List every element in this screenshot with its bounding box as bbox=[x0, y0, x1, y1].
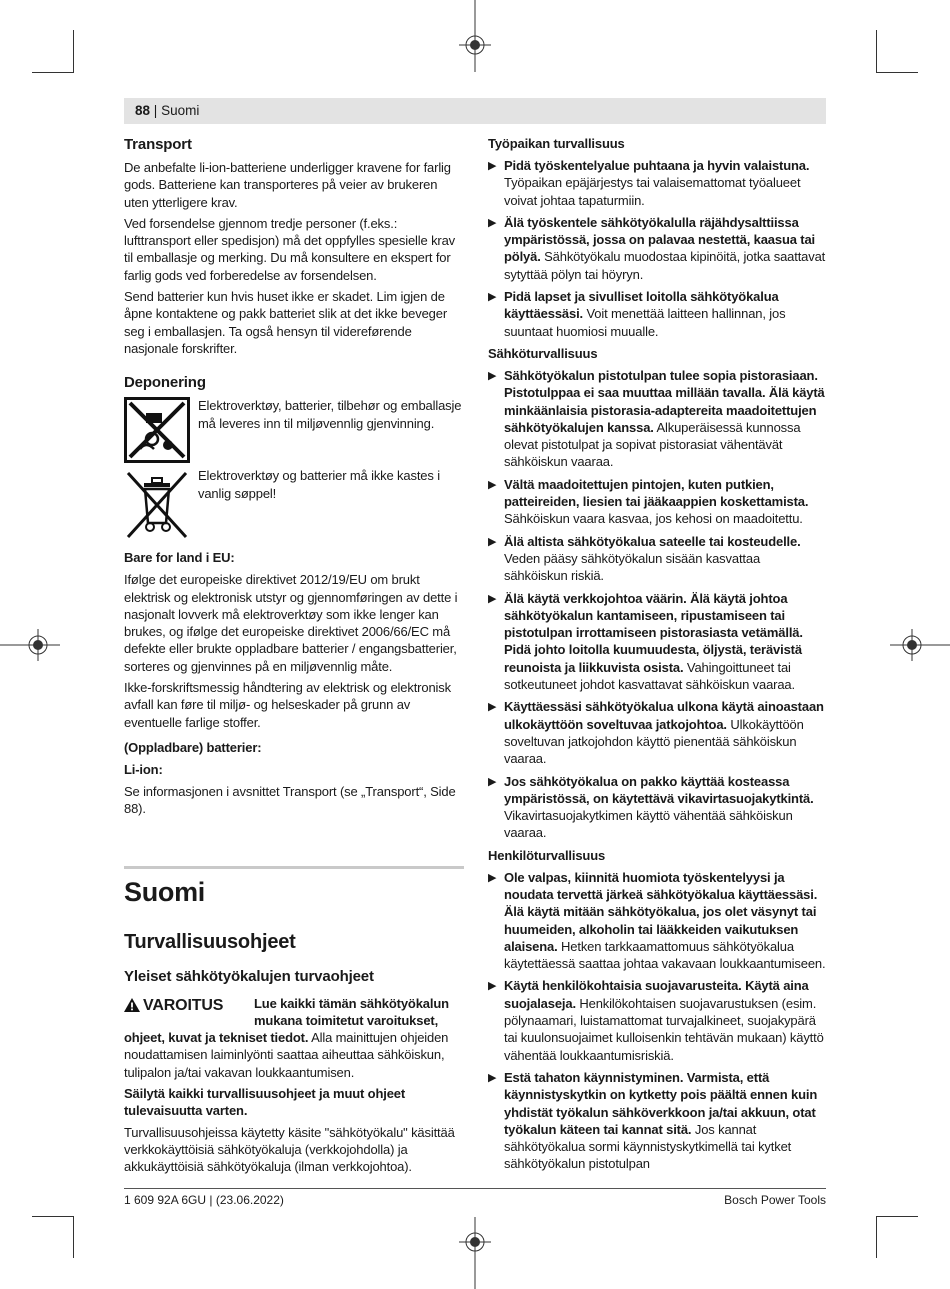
electrical-heading: Sähköturvallisuus bbox=[488, 345, 598, 361]
bin-text: Elektroverktøy og batterier må ikke kastes i vanlig søppel! bbox=[198, 468, 440, 501]
crop-mark bbox=[876, 72, 918, 73]
header-language: Suomi bbox=[161, 103, 200, 118]
workplace-heading: Työpaikan turvallisuus bbox=[488, 136, 625, 151]
suomi-section bbox=[124, 866, 464, 1176]
eu-heading: Bare for land i EU: bbox=[124, 550, 235, 566]
list-item: ▶ Käyttäessäsi sähkötyökalua ulkona käytä ainoastaan ulkokäyttöön soveltuvaa jatkojohtoa. Ulkokäyttöön soveltuvan jatkojohdon käyttö pienentää sähköiskun vaaraa. bbox=[488, 699, 824, 767]
personal-heading: Henkilöturvallisuus bbox=[488, 847, 606, 863]
bin-row bbox=[124, 467, 464, 539]
list-item: ▶ Älä altista sähkötyökalua sateelle tai kosteudelle. Veden pääsy sähkötyökalun sisään kasvattaa sähköiskun riskiä. bbox=[488, 533, 801, 584]
list-item: ▶ Sähkötyökalun pistotulpan tulee sopia pistorasiaan. Pistotulppaa ei saa muuttaa millään tavalla. Älä käytä minkäänlaisia pistorasia-adaptereita maadoitettujen sähkötyökalujen kanssa. Alkuperäisessä kunnossa olevat pistotulpat ja sopivat pistorasiat vähentävät sähköiskun vaaraa. bbox=[488, 367, 825, 470]
transport-paragraph: Send batterier kun hvis huset ikke er skadet. Lim igjen de åpne kontaktene og pakk batteriet slik at det ikke beveger seg i emballasjen. Ta også hensyn til videreførende nasjonale forskrifter. bbox=[124, 289, 448, 356]
footer-doc-number: 1 609 92A 6GU | (23.06.2022) bbox=[124, 1193, 284, 1207]
crop-mark bbox=[32, 72, 74, 73]
safety-title: Turvallisuusohjeet bbox=[124, 930, 296, 953]
page-header-bar bbox=[124, 98, 826, 124]
personal-list bbox=[488, 869, 826, 1173]
recycle-row bbox=[124, 397, 464, 463]
list-item: ▶ Ole valpas, kiinnitä huomiota työskentelyysi ja noudata tervettä järkeä sähkötyökalua käyttäessäsi. Älä käytä mitään sähkötyökalua, jos olet väsynyt tai huumeiden, alkoholin tai lääkkeiden vaikutuksen alaisena. Hetken tarkkaamattomuus sähkötyökalua käytettäessä saattaa johtaa vakavaan loukkaantumiseen. bbox=[488, 869, 826, 972]
electrical-list bbox=[488, 367, 826, 842]
no-household-waste-recycling-icon bbox=[124, 397, 190, 463]
batteries-heading: (Oppladbare) batterier: bbox=[124, 739, 262, 755]
deponering-heading: Deponering bbox=[124, 374, 206, 392]
registration-mark-icon bbox=[455, 0, 495, 72]
transport-paragraph: Ved forsendelse gjennom tredje personer (f.eks.: lufttransport eller spedisjon) må det oppfylles spesielle krav til emballasje og merking. Du må konsultere en ekspert for farlig gods ved forberedelse av forsendelsen. bbox=[124, 215, 456, 283]
language-title: Suomi bbox=[124, 876, 206, 907]
warning-text: Alla mainittujen ohjeiden noudattamisen laiminlyönti saattaa aiheuttaa sähköiskun, tulipalon ja/tai vakavan loukkaantumisen. bbox=[124, 1030, 449, 1080]
header-separator: | bbox=[153, 103, 158, 118]
warning-label-text: VAROITUS bbox=[143, 996, 224, 1014]
page-number: 88 bbox=[135, 103, 151, 118]
list-item: ▶ Älä työskentele sähkötyökalulla räjähdysalttiissa ympäristössä, jossa on palavaa nestettä, kaasua tai pölyä. Sähkötyökalu muodostaa kipinöitä, jotka saattavat sytyttää pölyn tai höyryn. bbox=[488, 214, 826, 282]
crop-mark bbox=[876, 30, 877, 72]
list-item: ▶ Käytä henkilökohtaisia suojavarusteita. Käytä aina suojalaseja. Henkilökohtaisen suojavarustuksen (esim. pölynaamari, luistamattomat turvajalkineet, suojakypärä tai kuulonsuojaimet kulloisenkin tehtävän mukaan) käyttö vähentää loukkaantumisriskiä. bbox=[488, 978, 824, 1063]
list-item: ▶ Älä käytä verkkojohtoa väärin. Älä käytä johtoa sähkötyökalun kantamiseen, ripustamiseen tai pistotulpan irrottamiseen pistorasiasta vetämällä. Pidä johto loitolla kuumuudesta, öljystä, terävistä reunoista ja liikkuvista osista. Vahingoittuneet tai sotkeutuneet johdot kasvattavat sähköiskun vaaraa. bbox=[488, 590, 803, 693]
transport-heading: Transport bbox=[124, 136, 192, 153]
crop-mark bbox=[73, 30, 74, 72]
liion-heading: Li-ion: bbox=[124, 761, 163, 777]
term-definition: Turvallisuusohjeissa käytetty käsite "sähkötyökalu" käsittää verkkokäyttöisiä sähkötyökaluja (verkkojohdolla) ja akkukäyttöisiä sähkötyökaluja (ilman verkkojohtoa). bbox=[124, 1124, 455, 1175]
crop-mark bbox=[73, 1216, 74, 1258]
list-item: ▶ Jos sähkötyökalua on pakko käyttää kosteassa ympäristössä, on käytettävä vikavirtasuojakytkintä. Vikavirtasuojakytkimen käyttö vähentää sähköiskun vaaraa. bbox=[488, 773, 814, 841]
crop-mark bbox=[876, 1216, 877, 1258]
warning-block bbox=[124, 995, 464, 1081]
keep-instructions: Säilytä kaikki turvallisuusohjeet ja muut ohjeet tulevaisuutta varten. bbox=[124, 1086, 406, 1119]
list-item: ▶ Vältä maadoitettujen pintojen, kuten putkien, patteireiden, liesien tai jääkaappien koskettamista. Sähköiskun vaara kasvaa, jos kehosi on maadoitettu. bbox=[488, 476, 809, 527]
eu-paragraph: Ifølge det europeiske direktivet 2012/19/EU om brukt elektrisk og elektronisk utstyr og gjennomføringen av dette i nasjonalt lovverk må elektroverktøy som ikke lenger kan brukes, og ifølge det europeiske direktivet 2006/66/EC må defekte eller brukte oppladbare batterier / engangsbatterier, sorteres og gjenvinnes på en miljøvennlig måte. bbox=[124, 572, 458, 674]
page-header bbox=[135, 102, 199, 120]
crossed-out-wheelie-bin-icon bbox=[124, 467, 190, 539]
warning-triangle-icon bbox=[124, 998, 140, 1012]
footer-brand: Bosch Power Tools bbox=[724, 1193, 826, 1207]
warning-bold-text: Lue kaikki tämän sähkötyökalun mukana toimitetut varoitukset, ohjeet, kuvat ja tekniset tiedot. bbox=[124, 995, 449, 1046]
recycle-text: Elektroverktøy, batterier, tilbehør og emballasje må leveres inn til miljøvennlig gjenvinning. bbox=[198, 398, 462, 431]
crop-mark bbox=[32, 1216, 74, 1217]
left-column bbox=[124, 135, 464, 1180]
general-safety-title: Yleiset sähkötyökalujen turvaohjeet bbox=[124, 967, 374, 985]
list-item: ▶ Estä tahaton käynnistyminen. Varmista, että käynnistyskytkin on kytketty pois päältä ennen kuin yhdistät työkalun sähköverkkoon ja/tai akkuun, otat työkalun käteen tai kannat sitä. Jos kannat sähkötyökalua sormi käynnistyskytkimellä tai kytket sähkötyökalun pistotulpan bbox=[488, 1069, 818, 1172]
list-item: ▶ Pidä lapset ja sivulliset loitolla sähkötyökalua käyttäessäsi. Voit menettää laitteen hallinnan, jos suuntaat huomiosi muualle. bbox=[488, 289, 786, 339]
list-item: ▶ Pidä työskentelyalue puhtaana ja hyvin valaistuna. Työpaikan epäjärjestys tai valaisemattomat työalueet voivat johtaa tapaturmiin. bbox=[488, 158, 810, 208]
eu-paragraph: Ikke-forskriftsmessig håndtering av elektrisk og elektronisk avfall kan føre til miljø- og helseskader på grunn av eventuelle farlige stoffer. bbox=[124, 680, 451, 730]
registration-mark-icon bbox=[890, 625, 950, 665]
registration-mark-icon bbox=[455, 1217, 495, 1289]
crop-mark bbox=[876, 1216, 918, 1217]
footer-rule bbox=[124, 1188, 826, 1189]
transport-paragraph: De anbefalte li-ion-batteriene underligger kravene for farlig gods. Batteriene kan transporteres på veier av brukeren uten ytterligere krav. bbox=[124, 160, 451, 210]
right-column bbox=[488, 135, 826, 1178]
batteries-paragraph: Se informasjonen i avsnittet Transport (se „Transport“, Side 88). bbox=[124, 783, 456, 817]
warning-label bbox=[124, 997, 244, 1014]
registration-mark-icon bbox=[0, 625, 60, 665]
workplace-list bbox=[488, 157, 826, 340]
